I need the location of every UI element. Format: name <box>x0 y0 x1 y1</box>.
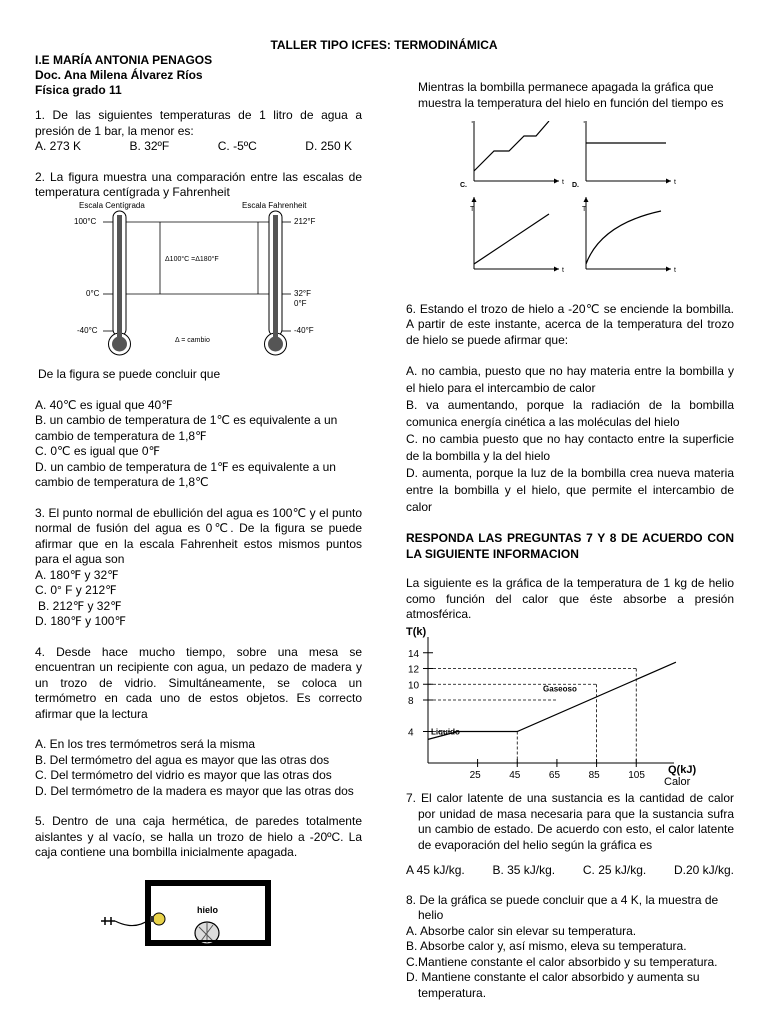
x-arrow <box>554 179 559 184</box>
x-arrow <box>666 179 671 184</box>
graph-a <box>460 121 564 186</box>
question-6 <box>406 302 734 517</box>
celsius-title: Escala Centígrada <box>79 200 145 210</box>
celsius-thermometer <box>109 211 131 355</box>
question-4-text: 4. Desde hace mucho tiempo, sobre una mesa se encuentran un recipiente con agua, un pedazo de madera y un trozo de vidrio. Simultáneamente, se coloca un termómetro en cada uno de estos objetos. Es correcto afirmar que la lectura <box>35 644 362 721</box>
ice-block-icon <box>190 922 225 944</box>
y-tick-label: 14 <box>408 648 420 660</box>
question-5b-text: Mientras la bombilla permanece apagada la gráfica que muestra la temperatura del hielo en función del tiempo es <box>418 80 724 110</box>
question-5-text: 5. Dentro de una caja hermética, de paredes totalmente aislantes y al vacío, se halla un trozo de hielo a -20ºC. La caja contiene una bombilla inicialmente apagada. <box>35 814 362 859</box>
x-axis-label: t <box>674 179 676 186</box>
option-b: B. va aumentando, porque la radiación de la bombilla comunica energía cinética a las moléculas del hielo <box>406 398 734 429</box>
graph-curve <box>586 211 661 264</box>
question-7-options <box>406 863 734 879</box>
option-d: D. Del termómetro de la madera es mayor que las otras dos <box>35 783 354 798</box>
y-tick-label: 10 <box>408 679 420 691</box>
x-axis-label: t <box>562 179 564 186</box>
option-a: A. En los tres termómetros será la misma <box>35 737 256 751</box>
question-8-text: 8. De la gráfica se puede concluir que a 4 K, la muestra de helio <box>406 892 719 922</box>
celsius-0-label: 0°C <box>86 288 100 298</box>
bulb-icon <box>101 913 165 926</box>
option-d: D. aumenta, porque la luz de la bombilla crea nueva materia entre la bombilla y el hielo, que permite el intercambio de calor <box>406 466 734 514</box>
option-c: C. 0° F y 212℉ <box>35 583 117 597</box>
x-axis-label: t <box>562 267 564 274</box>
thermometer-scales-figure <box>35 201 362 363</box>
question-7-text: 7. El calor latente de una sustancia es la cantidad de calor por unidad de masa necesaria para que la sustancia sufra un cambio de estado. De acuerdo con esto, el calor latente de evaporación del helio según la gráfica es <box>406 791 734 852</box>
x-tick-label: 25 <box>469 769 481 781</box>
graph-curve <box>474 214 549 264</box>
equivalence-label: Δ100°C =Δ180°F <box>165 255 219 263</box>
page-title: TALLER TIPO ICFES: TERMODINÁMICA <box>270 38 498 52</box>
option-b: B. 32ºF <box>129 139 170 153</box>
question-3 <box>35 506 362 630</box>
hermetic-box-figure <box>35 861 362 946</box>
section-heading: RESPONDA LAS PREGUNTAS 7 Y 8 DE ACUERDO CON LA SIGUIENTE INFORMACION <box>406 531 734 561</box>
option-d: D. 180℉ y 100℉ <box>35 614 126 628</box>
celsius-100-label: 100°C <box>74 216 97 226</box>
annotation-liquido: Liquido <box>431 727 460 737</box>
series-line <box>428 662 676 739</box>
question-4 <box>35 645 362 800</box>
option-d: D.20 kJ/kg. <box>673 863 734 877</box>
annotation-gaseoso: Gaseoso <box>543 683 577 693</box>
teacher-name: Doc. Ana Milena Álvarez Ríos <box>35 68 203 82</box>
x-tick-label: 105 <box>628 769 645 781</box>
question-1-text: 1. De las siguientes temperaturas de 1 litro de agua a presión de 1 bar, la menor es: <box>35 108 362 138</box>
option-b: B. Absorbe calor y, así mismo, eleva su temperatura. <box>406 939 687 953</box>
option-c: C. Del termómetro del vidrio es mayor que las otras dos <box>35 768 332 782</box>
option-b: B. 35 kJ/kg. <box>492 863 556 877</box>
y-axis-label: T <box>470 206 475 213</box>
fahrenheit-0-label: 0°F <box>294 298 307 308</box>
question-2 <box>35 170 362 491</box>
graph-c <box>460 182 564 274</box>
option-b: B. un cambio de temperatura de 1℃ es equivalente a un cambio de temperatura de 1,8℉ <box>35 413 338 443</box>
option-a: A. no cambia, puesto que no hay materia entre la bombilla y el hielo para el intercambio de calor <box>406 364 734 395</box>
fahrenheit-32-label: 32°F <box>294 288 311 298</box>
option-c: C. 0℃ es igual que 0℉ <box>35 444 160 458</box>
x-axis-label: Q(kJ) <box>668 763 697 776</box>
course-name: Física grado 11 <box>35 83 122 97</box>
info-text: La siguiente es la gráfica de la temperatura de 1 kg de helio como función del calor que éste absorbe a presión atmosférica. <box>406 576 734 621</box>
x-tick-label: 85 <box>588 769 600 781</box>
y-axis-label: T(k) <box>406 626 427 638</box>
graph-b <box>572 121 676 186</box>
delta-legend: Δ = cambio <box>175 336 210 344</box>
fahrenheit-title: Escala Fahrenheit <box>242 200 307 210</box>
question-5 <box>35 814 362 950</box>
fahrenheit-212-label: 212°F <box>294 216 316 226</box>
graph-curve <box>474 121 549 171</box>
graph-label: D. <box>572 182 579 189</box>
x-tick-label: 65 <box>548 769 561 781</box>
temperature-time-graphs <box>406 121 734 291</box>
x-tick-label: 45 <box>509 769 521 781</box>
y-axis-label: T <box>470 121 475 125</box>
option-c: C. -5ºC <box>217 139 257 153</box>
fahrenheit-minus40-label: -40°F <box>294 325 314 335</box>
option-c: C.Mantiene constante el calor absorbido y su temperatura. <box>406 954 718 969</box>
option-a: A. 180℉ y 32℉ <box>35 567 119 582</box>
graph-label: C. <box>460 182 467 189</box>
y-tick-label: 4 <box>408 727 414 738</box>
question-1 <box>35 108 362 155</box>
question-2-text: 2. La figura muestra una comparación entre las escalas de temperatura centígrada y Fahrenheit <box>35 169 362 199</box>
question-7 <box>406 791 734 879</box>
question-1-options <box>35 139 362 155</box>
option-c: C. no cambia puesto que no hay contacto entre la superficie de la bombilla y la del hielo <box>406 432 734 463</box>
question-2-conclude: De la figura se puede concluir que <box>38 367 221 381</box>
option-c: C. 25 kJ/kg. <box>582 863 647 877</box>
celsius-minus40-label: -40°C <box>77 325 98 335</box>
y-axis-label: T <box>582 121 587 125</box>
option-a: A. 40℃ es igual que 40℉ <box>35 397 173 412</box>
x-arrow <box>666 267 671 272</box>
option-d: D. un cambio de temperatura de 1℉ es equivalente a un cambio de temperatura de 1,8℃ <box>35 459 336 489</box>
y-tick-label: 12 <box>408 664 420 675</box>
question-8 <box>406 893 734 1002</box>
option-a: A. Absorbe calor sin elevar su temperatura. <box>406 923 637 938</box>
x-axis-label: t <box>674 267 676 274</box>
question-6-text: 6. Estando el trozo de hielo a -20℃ se enciende la bombilla. A partir de este instante, acerca de la temperatura del trozo de hielo se puede afirmar que: <box>406 301 734 347</box>
helium-chart <box>406 627 734 787</box>
left-column <box>35 108 362 950</box>
y-arrow <box>472 197 477 202</box>
x-axis-sublabel: Calor <box>664 775 691 787</box>
question-3-text: 3. El punto normal de ebullición del agua es 100℃ y el punto normal de fusión del agua es 0℃. De la figura se puede afirmar que en la escala Fahrenheit estos mismos puntos para el agua son <box>35 505 362 566</box>
option-d: D. 250 K <box>305 139 352 153</box>
x-arrow <box>554 267 559 272</box>
option-a: A. 273 K <box>35 139 82 153</box>
school-name: I.E MARÍA ANTONIA PENAGOS <box>35 53 213 67</box>
y-arrow <box>584 197 589 202</box>
graph-d <box>572 182 676 274</box>
option-d: D. Mantiene constante el calor absorbido y aumenta su temperatura. <box>406 970 700 1000</box>
right-column <box>406 80 734 1001</box>
option-b: B. Del termómetro del agua es mayor que las otras dos <box>35 752 330 767</box>
fahrenheit-thermometer <box>265 211 287 355</box>
ice-label: hielo <box>197 904 219 915</box>
option-a: A 45 kJ/kg. <box>406 863 465 877</box>
y-axis-label: T <box>582 206 587 213</box>
y-tick-label: 8 <box>408 695 414 707</box>
option-b: B. 212℉ y 32℉ <box>38 598 122 613</box>
